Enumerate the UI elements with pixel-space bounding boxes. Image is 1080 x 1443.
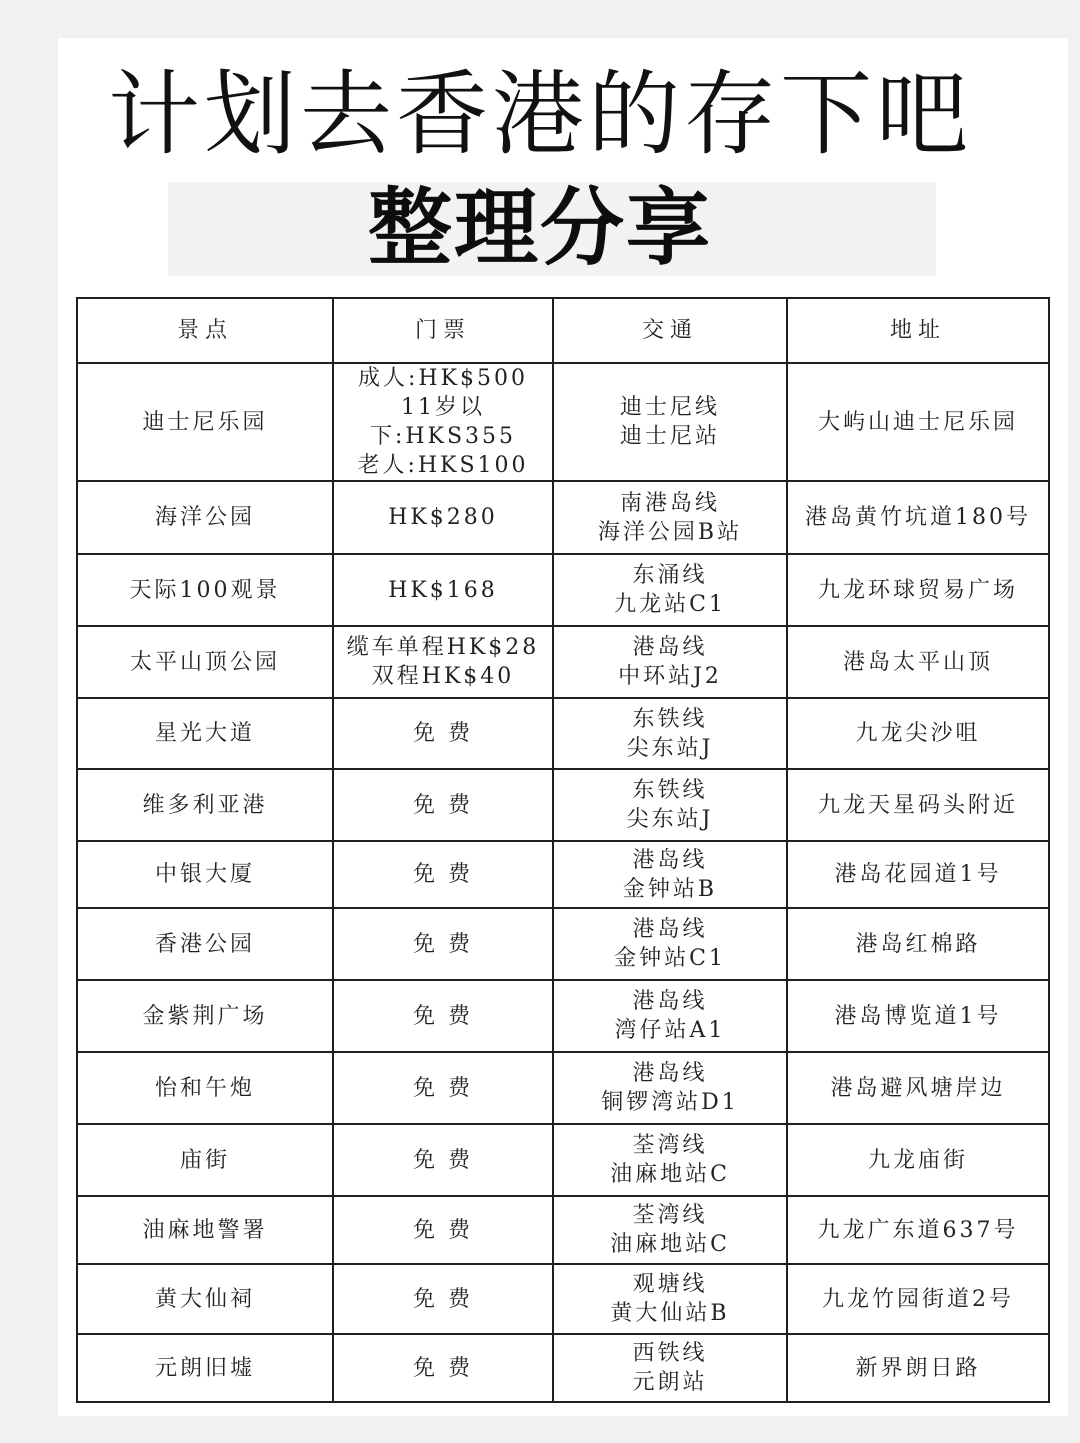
table-row <box>77 698 1049 769</box>
cell-transit: 南港岛线 海洋公园B站 <box>553 481 787 554</box>
table-row <box>77 363 1049 481</box>
table-header-row <box>77 298 1049 363</box>
header-attraction: 景点 <box>77 298 333 363</box>
cell-address: 大屿山迪士尼乐园 <box>787 363 1049 481</box>
cell-address: 港岛红棉路 <box>787 908 1049 980</box>
cell-address: 九龙庙街 <box>787 1124 1049 1196</box>
cell-ticket: 免 费 <box>333 1124 553 1196</box>
cell-ticket: HK$168 <box>333 554 553 626</box>
cell-ticket: 免 费 <box>333 1264 553 1334</box>
cell-ticket: 免 费 <box>333 1052 553 1124</box>
cell-attraction: 中银大厦 <box>77 841 333 908</box>
cell-attraction: 迪士尼乐园 <box>77 363 333 481</box>
cell-transit: 荃湾线 油麻地站C <box>553 1124 787 1196</box>
cell-address: 港岛黄竹坑道180号 <box>787 481 1049 554</box>
cell-attraction: 香港公园 <box>77 908 333 980</box>
table-row <box>77 1196 1049 1264</box>
table-row <box>77 1124 1049 1196</box>
cell-transit: 东铁线 尖东站J <box>553 769 787 841</box>
cell-address: 九龙环球贸易广场 <box>787 554 1049 626</box>
cell-address: 新界朗日路 <box>787 1334 1049 1402</box>
cell-ticket: 缆车单程HK$28双程HK$40 <box>333 626 553 698</box>
table-row <box>77 908 1049 980</box>
cell-ticket: 免 费 <box>333 1334 553 1402</box>
cell-address: 港岛太平山顶 <box>787 626 1049 698</box>
cell-attraction: 海洋公园 <box>77 481 333 554</box>
table-row <box>77 1264 1049 1334</box>
cell-attraction: 元朗旧墟 <box>77 1334 333 1402</box>
table-row <box>77 481 1049 554</box>
cell-attraction: 维多利亚港 <box>77 769 333 841</box>
cell-address: 九龙尖沙咀 <box>787 698 1049 769</box>
cell-attraction: 星光大道 <box>77 698 333 769</box>
cell-transit: 东涌线 九龙站C1 <box>553 554 787 626</box>
cell-address: 港岛花园道1号 <box>787 841 1049 908</box>
cell-attraction: 太平山顶公园 <box>77 626 333 698</box>
cell-transit: 迪士尼线 迪士尼站 <box>553 363 787 481</box>
table-row <box>77 554 1049 626</box>
cell-address: 港岛博览道1号 <box>787 980 1049 1052</box>
cell-ticket: 免 费 <box>333 841 553 908</box>
cell-ticket: 免 费 <box>333 698 553 769</box>
cell-ticket: HK$280 <box>333 481 553 554</box>
cell-transit: 西铁线 元朗站 <box>553 1334 787 1402</box>
cell-transit: 港岛线 金钟站B <box>553 841 787 908</box>
cell-address: 港岛避风塘岸边 <box>787 1052 1049 1124</box>
cell-attraction: 金紫荆广场 <box>77 980 333 1052</box>
page-title: 计划去香港的存下吧 <box>107 61 972 168</box>
cell-attraction: 天际100观景 <box>77 554 333 626</box>
cell-transit: 荃湾线 油麻地站C <box>553 1196 787 1264</box>
cell-transit: 东铁线 尖东站J <box>553 698 787 769</box>
table-row <box>77 769 1049 841</box>
header-ticket: 门票 <box>333 298 553 363</box>
cell-transit: 港岛线 湾仔站A1 <box>553 980 787 1052</box>
table-row <box>77 980 1049 1052</box>
table-row <box>77 1052 1049 1124</box>
cell-address: 九龙竹园街道2号 <box>787 1264 1049 1334</box>
cell-attraction: 庙街 <box>77 1124 333 1196</box>
cell-transit: 港岛线 中环站J2 <box>553 626 787 698</box>
cell-transit: 港岛线 铜锣湾站D1 <box>553 1052 787 1124</box>
table-row <box>77 841 1049 908</box>
cell-attraction: 怡和午炮 <box>77 1052 333 1124</box>
header-transit: 交通 <box>553 298 787 363</box>
cell-ticket: 免 费 <box>333 769 553 841</box>
cell-transit: 港岛线 金钟站C1 <box>553 908 787 980</box>
cell-ticket: 成人:HK$500 11岁以下:HKS355 老人:HKS100 <box>333 363 553 481</box>
cell-ticket: 免 费 <box>333 908 553 980</box>
cell-address: 九龙天星码头附近 <box>787 769 1049 841</box>
cell-ticket: 免 费 <box>333 980 553 1052</box>
cell-transit: 观塘线 黄大仙站B <box>553 1264 787 1334</box>
cell-ticket: 免 费 <box>333 1196 553 1264</box>
attractions-table <box>76 297 1050 1403</box>
cell-attraction: 油麻地警署 <box>77 1196 333 1264</box>
table-row <box>77 626 1049 698</box>
cell-attraction: 黄大仙祠 <box>77 1264 333 1334</box>
table-row <box>77 1334 1049 1402</box>
page-subtitle: 整理分享 <box>367 179 712 277</box>
cell-address: 九龙广东道637号 <box>787 1196 1049 1264</box>
header-address: 地址 <box>787 298 1049 363</box>
